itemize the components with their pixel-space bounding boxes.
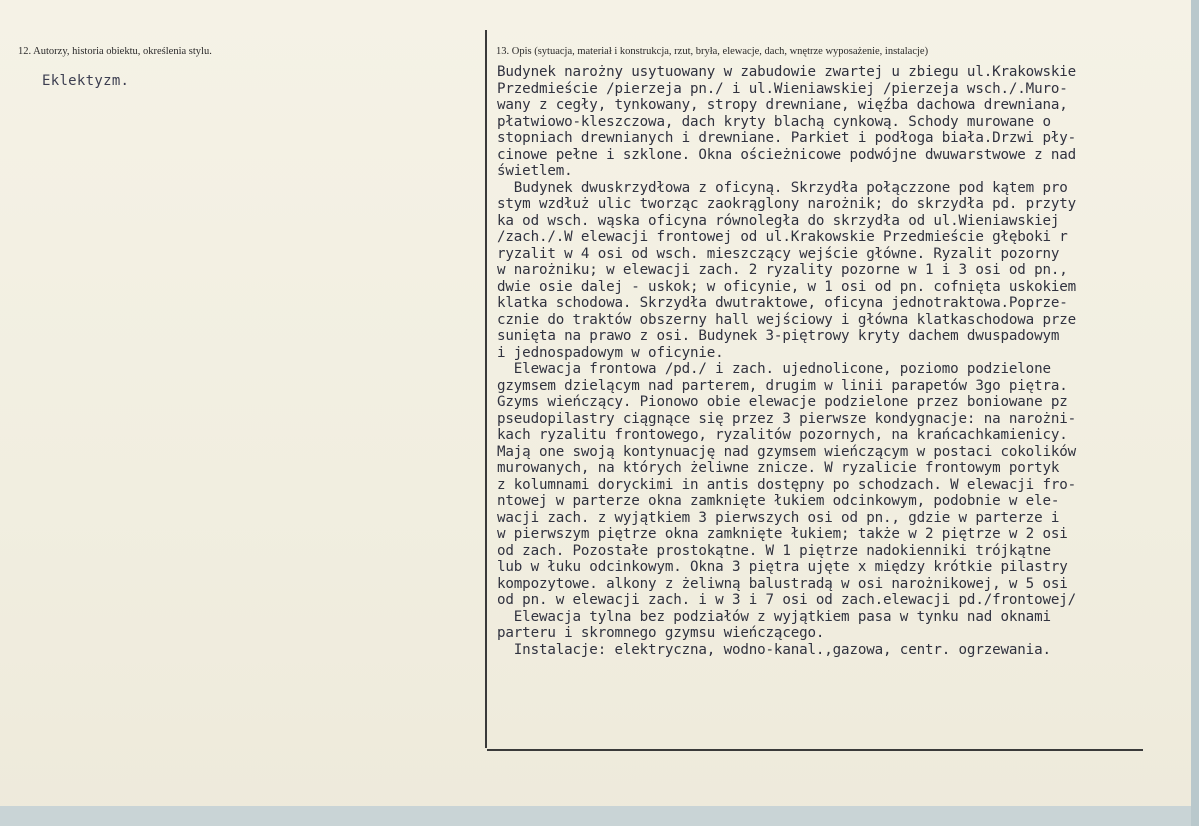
description-line: kompozytowe. alkony z żeliwną balustradą w osi narożnikowej, w 5 osi	[497, 575, 1068, 592]
description-line: Przedmieście /pierzeja pn./ i ul.Wieniawskiej /pierzeja wsch./.Muro-	[497, 80, 1068, 97]
bottom-rule	[487, 749, 1143, 751]
description-line: ryzalit w 4 osi od wsch. mieszczący wejście główne. Ryzalit pozorny	[497, 245, 1060, 262]
description-line: Budynek dwuskrzydłowa z oficyną. Skrzydła połączzone pod kątem pro	[497, 179, 1068, 196]
description-line: murowanych, na których żeliwne znicze. W ryzalicie frontowym portyk	[497, 460, 1060, 476]
description-line: w narożniku; w elewacji zach. 2 ryzality pozorne w 1 i 3 osi od pn.,	[497, 262, 1068, 278]
description-line: świetlem.	[497, 163, 573, 179]
description-line: Mają one swoją kontynuację nad gzymsem wieńczącym w postaci cokolików	[497, 443, 1077, 460]
description-line: cznie do traktów obszerny hall wejściowy i główna klatkaschodowa prze	[497, 311, 1077, 328]
background-edge-right	[1191, 0, 1199, 826]
description-line: kach ryzalitu frontowego, ryzalitów pozornych, na krańcachkamienicy.	[497, 427, 1068, 443]
description-line: Gzyms wieńczący. Pionowo obie elewacje podzielone przez boniowane pz	[497, 394, 1068, 410]
description-line: ntowej w parterze okna zamknięte łukiem odcinkowym, podobnie w ele-	[497, 493, 1060, 509]
style-classification: Eklektyzm.	[42, 73, 130, 89]
description-line: sunięta na prawo z osi. Budynek 3-piętrowy kryty dachem dwuspadowym	[497, 328, 1060, 344]
description-line: Budynek narożny usytuowany w zabudowie zwartej u zbiegu ul.Krakowskie	[497, 64, 1077, 80]
description-line: wacji zach. z wyjątkiem 3 pierwszych osi od pn., gdzie w parterze i	[497, 509, 1060, 526]
description-line: i jednospadowym w oficynie.	[497, 344, 724, 361]
background-edge-bottom	[0, 806, 1199, 826]
description-line: w pierwszym piętrze okna zamknięte łukiem; także w 2 piętrze w 2 osi	[497, 526, 1068, 542]
description-text-block	[497, 64, 1191, 658]
description-line: ka od wsch. wąska oficyna równoległa do skrzydła od ul.Wieniawskiej	[497, 212, 1060, 229]
description-line: Elewacja frontowa /pd./ i zach. ujednolicone, poziomo podzielone	[497, 361, 1051, 377]
description-line: cinowe pełne i szklone. Okna ościeżnicowe podwójne dwuwarstwowe z nad	[497, 146, 1077, 163]
description-line: Elewacja tylna bez podziałów z wyjątkiem pasa w tynku nad oknami	[497, 608, 1051, 625]
description-line: dwie osie dalej - uskok; w oficynie, w 1 osi od pn. cofnięta uskokiem	[497, 278, 1077, 295]
description-line: lub w łuku odcinkowym. Okna 3 piętra ujęte x między krótkie pilastry	[497, 559, 1068, 575]
description-line: klatka schodowa. Skrzydła dwutraktowe, oficyna jednotraktowa.Poprze-	[497, 295, 1068, 311]
description-line: parteru i skromnego gzymsu wieńczącego.	[497, 625, 825, 641]
description-line: płatwiowo-kleszczowa, dach kryty blachą cynkową. Schody murowane o	[497, 113, 1051, 130]
description-line: z kolumnami doryckimi in antis dostępny po schodzach. W elewacji fro-	[497, 476, 1077, 493]
description-line: /zach./.W elewacji frontowej od ul.Krakowskie Przedmieście głęboki r	[497, 229, 1068, 245]
description-line: pseudopilastry ciągnące się przez 3 pierwsze kondygnacje: na narożni-	[497, 410, 1077, 427]
column-divider	[485, 30, 487, 748]
description-line: od zach. Pozostałe prostokątne. W 1 piętrze nadokienniki trójkątne	[497, 542, 1051, 559]
description-line: od pn. w elewacji zach. i w 3 i 7 osi od zach.elewacji pd./frontowej/	[497, 592, 1077, 608]
description-line: gzymsem dzielącym nad parterem, drugim w linii parapetów 3go piętra.	[497, 377, 1068, 394]
description-line: stopniach drewnianych i drewniane. Parkiet i podłoga biała.Drzwi pły-	[497, 130, 1077, 146]
description-line: wany z cegły, tynkowany, stropy drewniane, więźba dachowa drewniana,	[497, 97, 1068, 113]
section-13-heading: 13. Opis (sytuacja, materiał i konstrukcja, rzut, bryła, elewacje, dach, wnętrze wyposażenie, instalacje)	[496, 46, 929, 57]
section-12-heading: 12. Autorzy, historia obiektu, określenia stylu.	[18, 46, 212, 57]
description-line: stym wzdłuż ulic tworząc zaokrąglony narożnik; do skrzydła pd. przyty	[497, 196, 1077, 212]
description-line: Instalacje: elektryczna, wodno-kanal.,gazowa, centr. ogrzewania.	[497, 641, 1051, 658]
